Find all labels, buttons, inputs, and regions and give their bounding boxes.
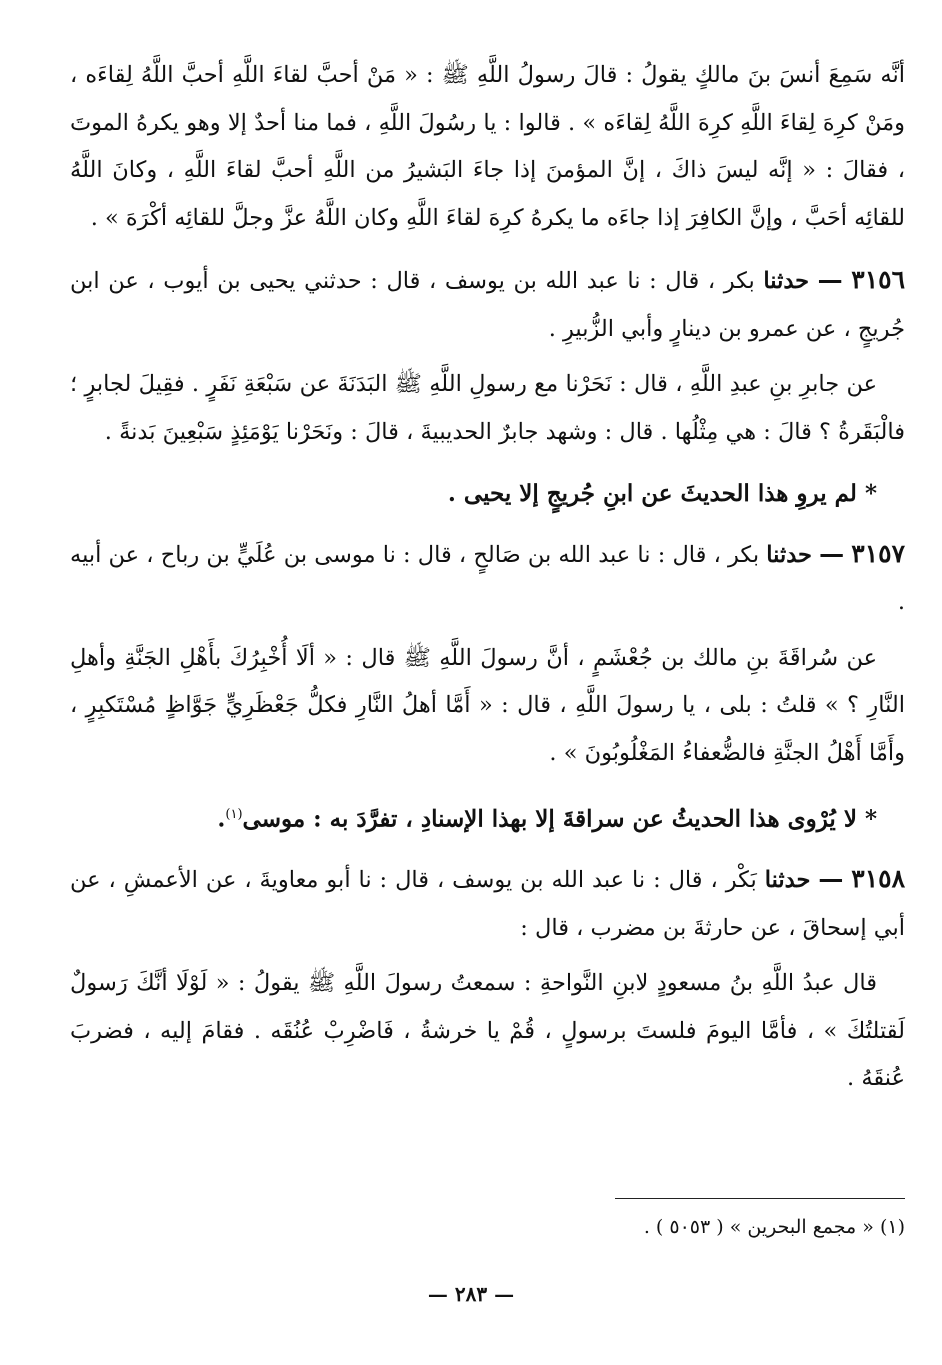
isnad-text: بكر ، قال : نا عبد الله بن يوسف ، قال : حدثني يحيى بن أيوب ، عن ابن جُريجٍ ، عن عمرو بن دينارٍ وأبي الزُّبيرِ . bbox=[70, 268, 905, 342]
hadith-3158-isnad bbox=[70, 855, 905, 952]
haddathana-label: حدثنا bbox=[763, 268, 810, 294]
hadith-3157-note: * لا يُرْوى هذا الحديثُ عن سراقةَ إلا بهذا الإسنادِ ، تفرَّدَ به : موسى$^{(١)}$. bbox=[217, 805, 877, 833]
hadith-3156-isnad bbox=[70, 256, 905, 353]
isnad-text: بَكْر ، قال : نا عبد الله بن يوسف ، قال : نا أبو معاويةَ ، عن الأعمشِ ، عن أبي إسحاقَ ، عن حارثةَ بن مضرب ، قال : bbox=[70, 867, 905, 941]
hadith-text-continuation: أنَّه سَمِعَ أنسَ بنَ مالكٍ يقولُ : قالَ رسولُ اللَّهِ ﷺ : « مَنْ أحبَّ لقاءَ اللَّهِ أحبَّ اللَّهُ لِقاءَه ، ومَنْ كرِهَ لِقاءَ اللَّهِ كرِهَ اللَّهُ لِقاءَه » . قالوا : يا رسُولَ اللَّهِ ، فما منا أحدٌ إلا وهو يكرهُ الموتَ ، فقالَ : « إنَّه ليسَ ذاكَ ، إنَّ المؤمنَ إذا جاءَ البَشيرُ من اللَّهِ أحبَّ لقاءَ اللَّهِ ، وكانَ اللَّهُ للقائِه أحَبَّ ، وإنَّ الكافِرَ إذا جاءَه ما يكرهُ كرِهَ لقاءَ اللَّهِ وكان اللَّهُ عزَّ وجلَّ للقائِه أكْرَهَ » . bbox=[70, 62, 905, 231]
footnote: (١) « مجمع البحرين » ( ٥٠٥٣ ) . bbox=[643, 1216, 905, 1238]
hadith-dash: — bbox=[817, 265, 843, 294]
footnote-reference: (١) bbox=[225, 807, 243, 822]
note-text: لا يُرْوى هذا الحديثُ عن سراقةَ إلا بهذا الإسنادِ ، تفرَّدَ به : موسى bbox=[242, 805, 857, 833]
note-star-icon: * bbox=[864, 480, 877, 507]
hadith-dash: — bbox=[819, 538, 845, 568]
hadith-number: ٣١٥٦ bbox=[851, 265, 905, 294]
hadith-dash: — bbox=[818, 864, 844, 894]
isnad-text: بكر ، قال : نا عبد الله بن صَالحٍ ، قال : نا موسى بن عُلَيٍّ بن رباح ، عن أبيه . bbox=[70, 541, 905, 615]
hadith-number: ٣١٥٨ bbox=[851, 864, 906, 894]
hadith-3156-matn: عن جابرِ بنِ عبدِ اللَّهِ ، قال : نَحَرْنا مع رسولِ اللَّهِ ﷺ البَدَنَةَ عن سَبْعَةِ نَفَرٍ . فقِيلَ لجابرٍ ؛ فالْبَقَرةُ ؟ قالَ : هي مِثْلُها . قال : وشهد جابرٌ الحديبيةَ ، قالَ : ونَحَرْنا يَوْمَئِذٍ سَبْعِينَ بَدنةً . bbox=[70, 371, 905, 445]
haddathana-label: حدثنا bbox=[766, 541, 812, 568]
hadith-3157-matn: عن سُراقَةَ بنِ مالك بن جُعْشَمٍ ، أنَّ رسولَ اللَّهِ ﷺ قال : « ألَا أُخْبِرُكَ بأَهْلِ الجَنَّةِ وأهلِ النَّارِ ؟ » قلتُ : بلى ، يا رسولَ اللَّهِ ، قال : « أَمَّا أهلُ النَّارِ فكلُّ جَعْظَرِيٍّ جَوَّاظٍ مُسْتَكبِرٍ ، وأَمَّا أَهْلُ الجنَّةِ فالضُّعفاءُ المَغْلُوبُونَ » . bbox=[70, 644, 905, 766]
note-text: لم يروِ هذا الحديثَ عن ابنِ جُريجٍ إلا يحيى . bbox=[447, 480, 857, 507]
hadith-3157-isnad bbox=[70, 530, 905, 627]
hadith-3156-note bbox=[70, 470, 905, 518]
haddathana-label: حدثنا bbox=[764, 867, 811, 894]
page-body bbox=[70, 52, 905, 1117]
page-number: — ٢٨٣ — bbox=[427, 1282, 515, 1306]
note-star-icon: * bbox=[864, 805, 877, 833]
hadith-3158-matn: قال عبدُ اللَّهِ بنُ مسعودٍ لابنِ النَّواحةِ : سمعتُ رسولَ اللَّهِ ﷺ يقولُ : « لَوْلَا أنَّكَ رَسولٌ لَقتلتُكَ » ، فأمَّا اليومَ فلستَ برسولٍ ، قُمْ يا خرشةُ ، فَاضْرِبْ عُنُقَه . فقامَ إليه ، فضربَ عُنقَهُ . bbox=[70, 970, 905, 1092]
footnote-divider bbox=[615, 1198, 905, 1199]
hadith-number: ٣١٥٧ bbox=[851, 538, 905, 568]
